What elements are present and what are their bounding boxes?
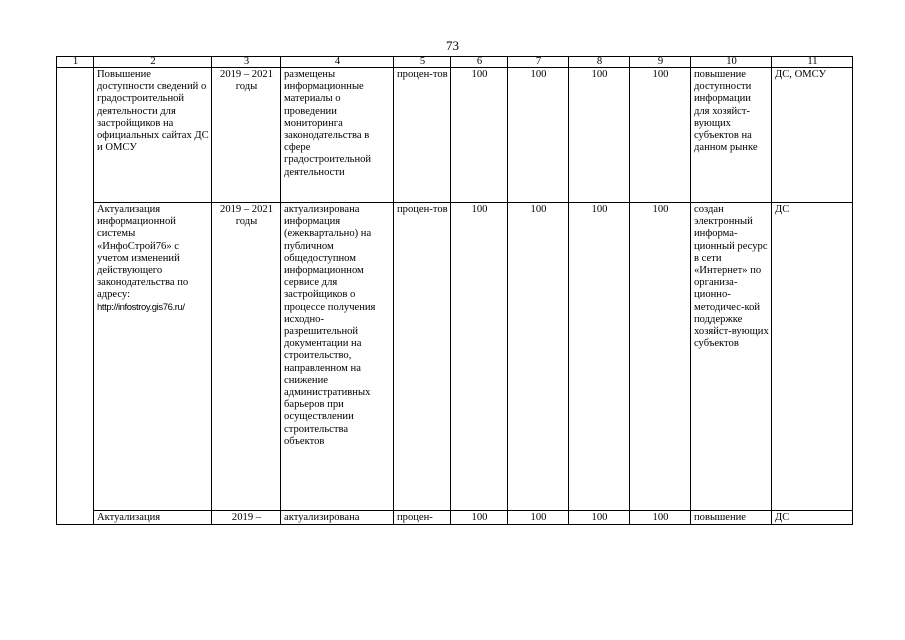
value-cell: 100: [508, 68, 569, 203]
column-header: 5: [394, 57, 451, 68]
column-header: 10: [691, 57, 772, 68]
column-header: 9: [630, 57, 691, 68]
value-cell: 100: [508, 511, 569, 525]
measure-name-cell: [94, 203, 212, 511]
table-row: [57, 203, 853, 511]
result-cell: повышение: [691, 511, 772, 525]
table-row: [57, 68, 853, 203]
period-cell: 2019 – 2021 годы: [212, 203, 281, 511]
value-cell: 100: [451, 511, 508, 525]
column-header: 7: [508, 57, 569, 68]
period-cell: 2019 –: [212, 511, 281, 525]
result-cell: повышение доступности информации для хозяйст-вующих субъектов на данном рынке: [691, 68, 772, 203]
column-header: 3: [212, 57, 281, 68]
column-header: 11: [772, 57, 853, 68]
column-header: 8: [569, 57, 630, 68]
value-cell: 100: [508, 203, 569, 511]
result-cell: создан электронный информа-ционный ресурс в сети «Интернет» по организа-ционно-методичес-кой поддержке хозяйст-вующих субъектов: [691, 203, 772, 511]
value-cell: 100: [569, 68, 630, 203]
value-cell: 100: [630, 68, 691, 203]
column-header: 4: [281, 57, 394, 68]
measure-name-cell: Актуализация: [94, 511, 212, 525]
responsible-cell: ДС: [772, 203, 853, 511]
responsible-cell: ДС, ОМСУ: [772, 68, 853, 203]
responsible-cell: ДС: [772, 511, 853, 525]
infostroy-url: http://infostroy.gis76.ru/: [97, 301, 185, 313]
measures-table: [56, 56, 853, 525]
measure-name-cell: Повышение доступности сведений о градостроительной деятельности для застройщиков на официальных сайтах ДС и ОМСУ: [94, 68, 212, 203]
row-number-cell: [57, 68, 94, 525]
measure-name-text: Актуализация информационной системы «ИнфоСтрой76» с учетом изменений действующего законодательства по адресу:: [97, 204, 189, 301]
indicator-cell: актуализирована: [281, 511, 394, 525]
value-cell: 100: [569, 203, 630, 511]
column-header: 1: [57, 57, 94, 68]
unit-cell: процен-: [394, 511, 451, 525]
indicator-cell: размещены информационные материалы о проведении мониторинга законодательства в сфере градостроительной деятельности: [281, 68, 394, 203]
column-header: 6: [451, 57, 508, 68]
table-row: [57, 511, 853, 525]
unit-cell: процен-тов: [394, 203, 451, 511]
value-cell: 100: [569, 511, 630, 525]
page-number: 73: [446, 38, 459, 53]
unit-cell: процен-тов: [394, 68, 451, 203]
value-cell: 100: [630, 203, 691, 511]
table-header-row: [57, 57, 853, 68]
value-cell: 100: [451, 68, 508, 203]
column-header: 2: [94, 57, 212, 68]
indicator-cell: актуализирована информация (ежеквартально) на публичном общедоступном информационном сервисе для застройщиков о процессе получения исходно-разрешительной документации на строительство, направленном на снижение административных барьеров при осуществлении строительства объектов: [281, 203, 394, 511]
period-cell: 2019 – 2021 годы: [212, 68, 281, 203]
value-cell: 100: [630, 511, 691, 525]
value-cell: 100: [451, 203, 508, 511]
